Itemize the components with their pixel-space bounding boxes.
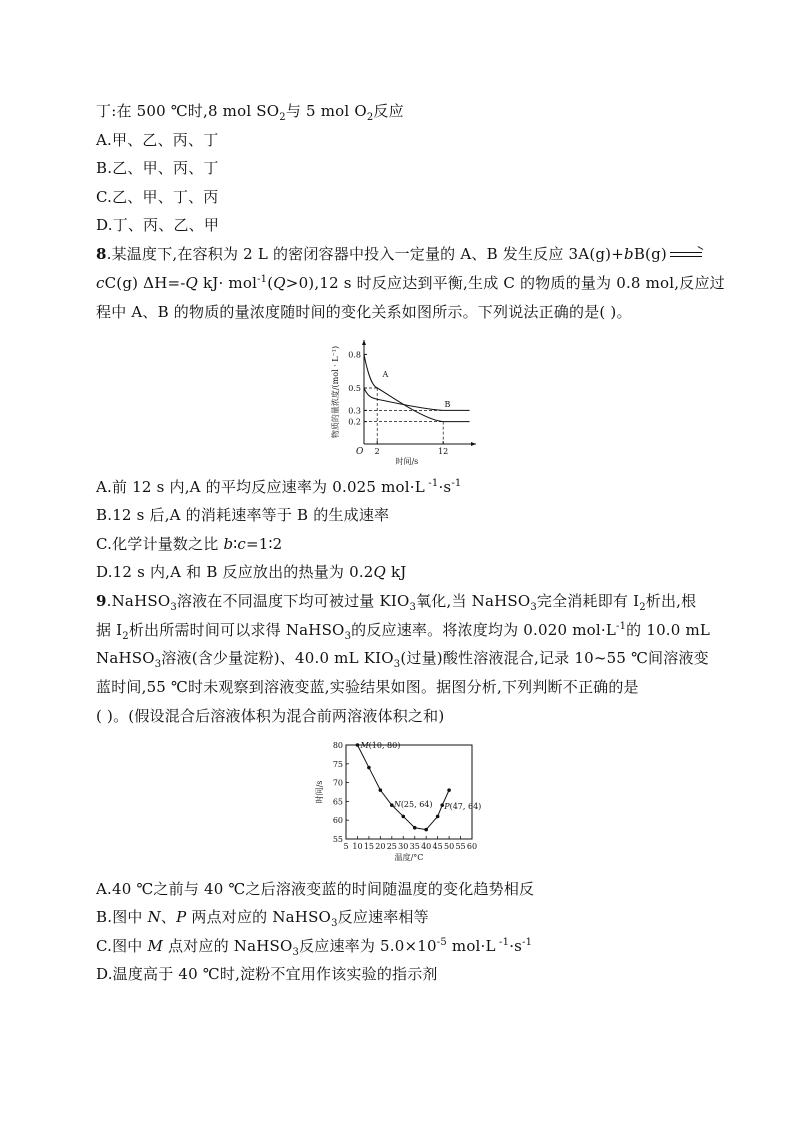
y-tick-label: 65: [332, 797, 343, 807]
series-b-curve: [364, 388, 470, 410]
q8-option-b: B.12 s 后,A 的消耗速率等于 B 的生成速率: [96, 506, 390, 524]
series-b-label: B: [444, 400, 451, 410]
x-tick-label: 20: [375, 842, 386, 851]
x-tick-label: 40: [421, 842, 432, 851]
y-tick-label: 75: [332, 759, 343, 769]
data-point: [436, 815, 440, 819]
y-tick-label: 0.8: [348, 350, 361, 360]
origin-label: O: [356, 447, 364, 457]
y-axis-label: 时间/s: [315, 780, 324, 804]
q8-line1: 8.某温度下,在容积为 2 L 的密闭容器中投入一定量的 A、B 发生反应 3A(g)+bB(g): [96, 244, 702, 264]
prev-option-c: C.乙、甲、丁、丙: [96, 188, 219, 206]
equilibrium-arrow: [670, 250, 702, 260]
q9-option-a: A.40 ℃之前与 40 ℃之后溶液变蓝的时间随温度的变化趋势相反: [96, 880, 535, 898]
x-tick-label: 30: [398, 842, 409, 851]
y-tick-label: 0.3: [348, 406, 361, 416]
x-tick-label: 50: [443, 842, 455, 851]
y-axis-arrow: [362, 340, 366, 345]
y-tick-label: 70: [332, 778, 343, 788]
y-tick-label: 80: [332, 741, 343, 750]
x-axis-label: 时间/s: [395, 457, 419, 466]
y-tick-label: 60: [332, 816, 343, 826]
q9-line2: 据 $I_2$析出所需时间可以求得 NaHSO$_3$的反应速率。将浓度均为 0.020 $mol\cdot L^{-1}$的 10.0 mL: [96, 621, 711, 642]
q9-line5: ( )。(假设混合后溶液体积为混合前两溶液体积之和): [96, 707, 445, 725]
x-tick-label: 45: [432, 842, 443, 851]
x-tick-label: 5: [343, 842, 349, 851]
q8-number: 8: [96, 245, 107, 263]
point-annotation: N(25, 64): [393, 800, 433, 810]
x-tick-label: 2: [374, 447, 380, 456]
x-tick-label: 25: [386, 842, 397, 851]
x-tick-label: 15: [363, 842, 375, 851]
y-axis-label: 物质的量浓度/(mol · L⁻¹): [331, 345, 340, 439]
data-point: [447, 788, 451, 792]
q9-option-d: D.温度高于 40 ℃时,淀粉不宜用作该实验的指示剂: [96, 965, 438, 983]
prev-option-ding: 丁:在 500 ℃时,8 mol $SO_2$与 5 mol $O_2$反应: [96, 102, 404, 123]
x-axis-label: 温度/°C: [394, 853, 424, 862]
data-point: [356, 743, 360, 747]
q8-line3: 程中 A、B 的物质的量浓度随时间的变化关系如图所示。下列说法正确的是( )。: [96, 303, 632, 321]
q8-line2: cC(g) ΔH=-Q kJ· mol$^{-1}$(Q>0),12 s 时反应达到平衡,生成 C 的物质的量为 0.8 mol,反应过: [96, 274, 725, 292]
q9-number: 9: [96, 592, 107, 610]
q8-concentration-chart: [328, 334, 478, 466]
x-tick-label: 55: [455, 842, 466, 851]
q8-option-a: A.前 12 s 内,A 的平均反应速率为 0.025 mol·L $^{-1}\cdot s^{-1}$: [96, 478, 462, 496]
q8-option-d: D.12 s 内,A 和 B 反应放出的热量为 0.2Q kJ: [96, 563, 407, 581]
q9-option-b: B.图中 N、P 两点对应的 NaHSO$_3$反应速率相等: [96, 908, 429, 929]
point-annotation: P(47, 64): [444, 802, 482, 812]
q8-option-c: C.化学计量数之比 b∶c=1∶2: [96, 535, 283, 553]
prev-option-a: A.甲、乙、丙、丁: [96, 131, 219, 149]
x-tick-label: 60: [466, 842, 478, 851]
x-tick-label: 12: [438, 447, 449, 456]
x-tick-label: 10: [352, 842, 363, 851]
q9-option-c: C.图中 M 点对应的 NaHSO$_3$反应速率为 $5.0\times 10^{-5}$ mol·L $^{-1}\cdot s^{-1}$: [96, 937, 533, 958]
prev-option-d: D.丁、丙、乙、甲: [96, 216, 220, 234]
data-point: [379, 788, 383, 792]
x-axis-arrow: [471, 442, 476, 446]
prev-option-b: B.乙、甲、丙、丁: [96, 159, 219, 177]
point-annotation: M(10, 80): [360, 741, 401, 750]
y-tick-label: 0.5: [348, 384, 361, 393]
series-a-label: A: [382, 369, 389, 379]
data-point: [367, 766, 371, 770]
data-point: [424, 828, 428, 832]
data-point: [413, 826, 417, 830]
data-point: [401, 815, 405, 819]
q9-line4: 蓝时间,55 ℃时未观察到溶液变蓝,实验结果如图。据图分析,下列判断不正确的是: [96, 678, 639, 696]
series-a-curve: [364, 354, 470, 421]
q9-line1: 9.NaHSO$_3$溶液在不同温度下均可被过量 $KIO_3$氧化,当 NaHSO$_3$完全消耗即有 $I_2$析出,根: [96, 592, 697, 613]
q9-time-temperature-chart: [308, 737, 484, 865]
q9-line3: NaHSO$_3$溶液(含少量淀粉)、40.0 mL $KIO_3$(过量)酸性溶液混合,记录 10~55 ℃间溶液变: [96, 649, 709, 670]
y-tick-label: 55: [332, 835, 343, 844]
x-tick-label: 35: [409, 842, 420, 851]
y-tick-label: 0.2: [348, 417, 361, 427]
